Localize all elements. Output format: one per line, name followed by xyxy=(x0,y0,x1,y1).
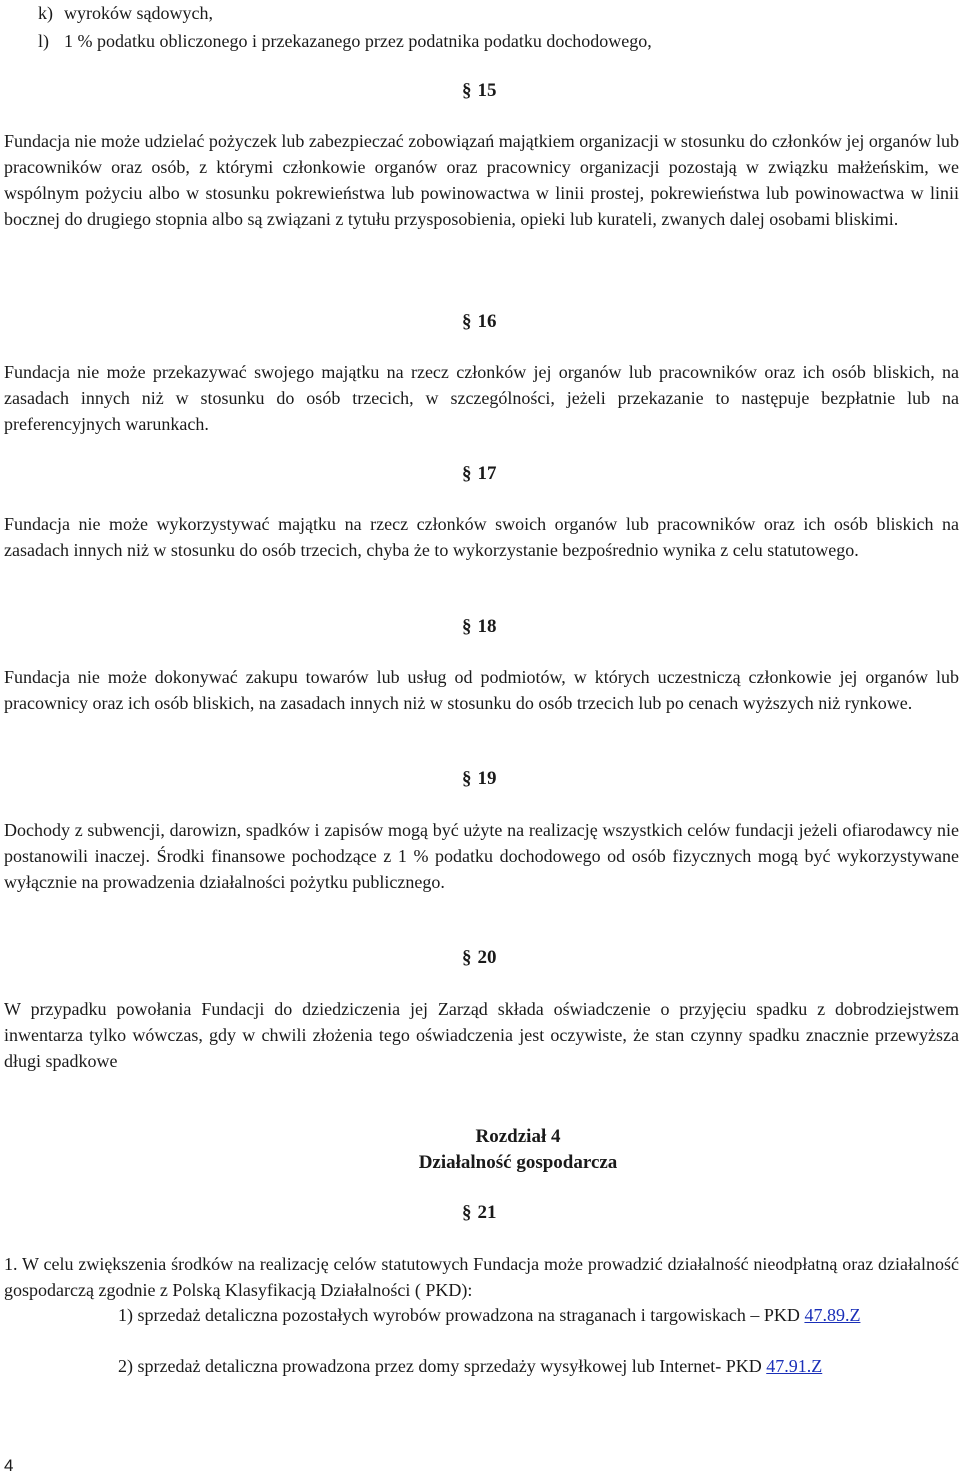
list-item-text: 1 % podatku obliczonego i przekazanego przez podatnika podatku dochodowego, xyxy=(64,31,652,51)
pkd-item-2 xyxy=(118,1353,958,1379)
section-number: 16 xyxy=(477,311,497,332)
section-heading-15 xyxy=(462,78,497,104)
section-18-text: Fundacja nie może dokonywać zakupu towarów lub usług od podmiotów, w których uczestniczą członkowie jej organów lub pracownicy oraz ich osób bliskich, na zasadach innych niż w stosunku do osób trzecich lub po cenach wyższych niż rynkowe. xyxy=(4,667,959,713)
pkd-item-text: 1) sprzedaż detaliczna pozostałych wyrobów prowadzona na straganach i targowiskach – PKD xyxy=(118,1305,805,1325)
section-number: 18 xyxy=(477,616,497,637)
section-number: 20 xyxy=(477,947,497,968)
section-17-text: Fundacja nie może wykorzystywać majątku na rzecz członków swoich organów lub pracowników oraz ich osób bliskich na zasadach innych niż w stosunku do osób trzecich, chyba że to wykorzystanie bezpośrednio wynika z celu statutowego. xyxy=(4,514,959,560)
section-number: 19 xyxy=(477,768,497,789)
list-item-l xyxy=(38,28,652,54)
section-symbol: § xyxy=(462,80,472,101)
section-heading-21 xyxy=(462,1200,497,1226)
list-marker: l) xyxy=(38,31,49,51)
section-heading-17 xyxy=(462,461,497,487)
section-symbol: § xyxy=(462,616,472,637)
section-15-text: Fundacja nie może udzielać pożyczek lub zabezpieczać zobowiązań majątkiem organizacji w stosunku do członków jej organów lub pracowników oraz osób, z którymi członkowie organów oraz pracownicy organizacji pozostają w związku małżeńskim, we wspólnym pożyciu albo w stosunku pokrewieństwa lub powinowactwa w linii prostej, pokrewieństwa lub powinowactwa w linii bocznej do drugiego stopnia albo są związani z tytułu przysposobienia, opieki lub kurateli, zwanych dalej osobami bliskimi. xyxy=(4,131,959,229)
pkd-item-text: 2) sprzedaż detaliczna prowadzona przez domy sprzedaży wysyłkowej lub Internet- PKD xyxy=(118,1356,767,1376)
section-19-text: Dochody z subwencji, darowizn, spadków i zapisów mogą być użyte na realizację wszystkich celów fundacji jeżeli ofiarodawcy nie postanowili inaczej. Środki finansowe pochodzące z 1 % podatku dochodowego od osób fizycznych mogą być wykorzystywane wyłącznie na prowadzenia działalności pożytku publicznego. xyxy=(4,820,959,892)
page-number: 4 xyxy=(4,1456,14,1475)
section-21-text: 1. W celu zwiększenia środków na realizację celów statutowych Fundacja może prowadzić działalność nieodpłatną oraz działalność gospodarczą zgodnie z Polską Klasyfikacją Działalności ( PKD): xyxy=(4,1254,959,1300)
section-heading-20 xyxy=(462,945,497,971)
section-heading-18 xyxy=(462,614,497,640)
pkd-item-1 xyxy=(118,1302,958,1328)
chapter-title: Rozdział 4 xyxy=(475,1126,561,1147)
section-symbol: § xyxy=(462,768,472,789)
chapter-subtitle: Działalność gospodarcza xyxy=(418,1152,618,1173)
section-heading-16 xyxy=(462,309,497,335)
section-number: 15 xyxy=(477,80,497,101)
section-number: 17 xyxy=(477,463,497,484)
pkd-code-link[interactable]: 47.91.Z xyxy=(766,1356,823,1376)
section-number: 21 xyxy=(477,1202,497,1223)
section-20-text: W przypadku powołania Fundacji do dziedziczenia jej Zarząd składa oświadczenie o przyjęciu spadku z dobrodziejstwem inwentarza tylko wówczas, gdy w chwili złożenia tego oświadczenia jest oczywiste, że stan czynny spadku znacznie przewyższa długi spadkowe xyxy=(4,999,959,1071)
section-symbol: § xyxy=(462,463,472,484)
section-symbol: § xyxy=(462,311,472,332)
list-marker: k) xyxy=(38,3,53,23)
section-heading-19 xyxy=(462,766,497,792)
list-item-k xyxy=(38,0,213,26)
section-symbol: § xyxy=(462,947,472,968)
section-16-text: Fundacja nie może przekazywać swojego majątku na rzecz członków jej organów lub pracowników oraz ich osób bliskich, na zasadach innych niż w stosunku do osób trzecich, w szczególności, jeżeli przekazanie to następuje bezpłatnie lub na preferencyjnych warunkach. xyxy=(4,362,959,434)
list-item-text: wyroków sądowych, xyxy=(64,3,213,23)
pkd-code-link[interactable]: 47.89.Z xyxy=(804,1305,861,1325)
section-symbol: § xyxy=(462,1202,472,1223)
